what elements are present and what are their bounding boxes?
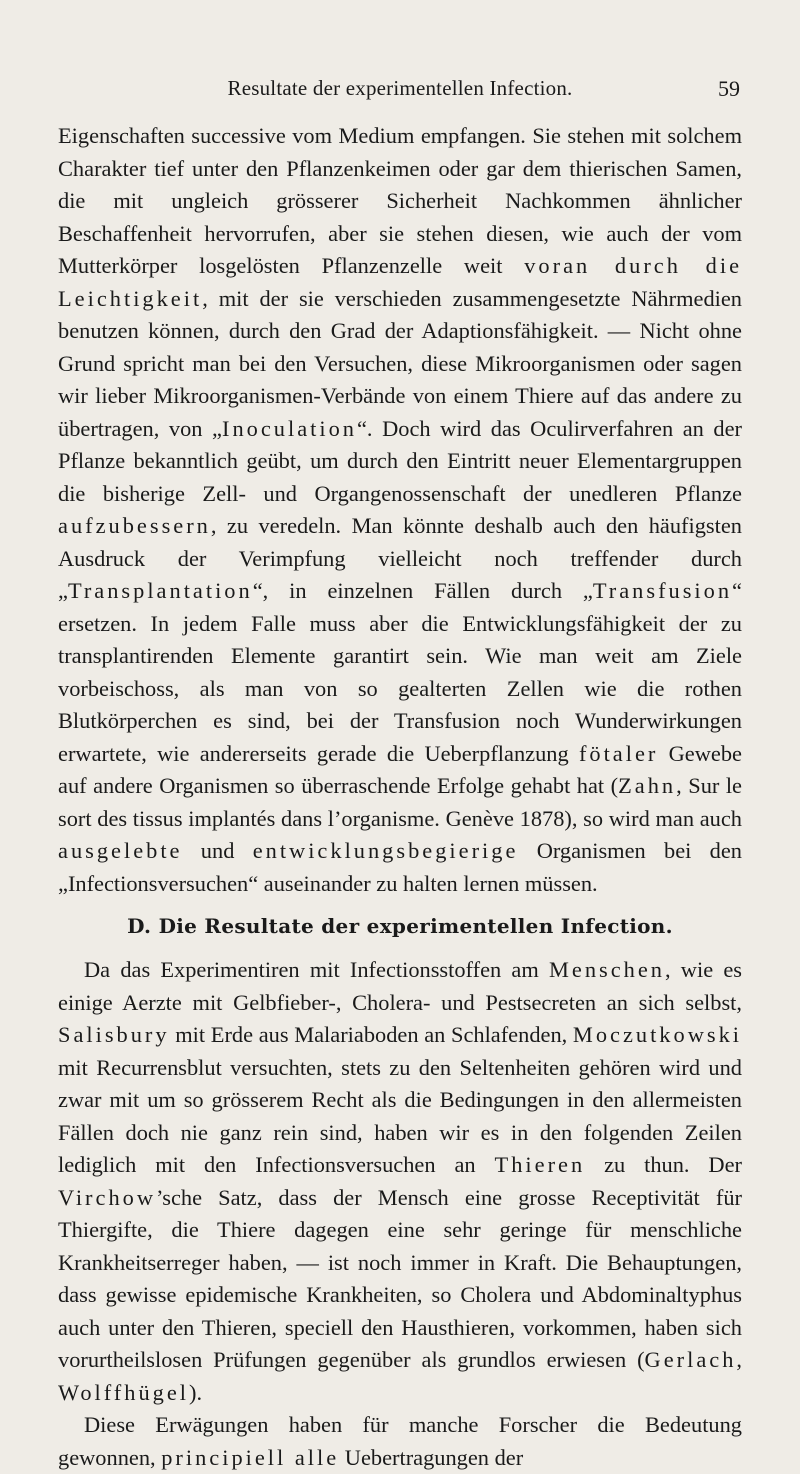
running-title: Resultate der experimentellen Infection. <box>227 76 573 100</box>
spaced-emphasis: Transplantation <box>67 578 253 603</box>
text-run: “, in einzelnen Fällen durch „ <box>252 578 593 603</box>
spaced-emphasis: Wolffhügel <box>58 1379 190 1405</box>
paragraph-1 <box>58 120 742 900</box>
spaced-emphasis: Moczutkowski <box>572 1022 742 1047</box>
text-run: Diese Erwägungen haben für manche Forscher die Bedeutung gewonnen, <box>58 1412 742 1470</box>
text-run: , mit der sie verschieden zusammengesetzte Nährmedien benutzen können, durch den Grad der Adaptionsfähigkeit. — Nicht ohne Grund spricht man bei den Versuchen, diese Mikroorganismen oder sagen wir lieber Mikroorganismen-Verbände von einem Thiere auf das andere zu übertragen, von „ <box>58 285 742 441</box>
spaced-emphasis: Zahn <box>618 773 677 798</box>
paragraph-2 <box>58 954 742 1409</box>
text-run: , wie es einige Aerzte mit Gelbfieber-, Cholera- und Pestsecreten an sich selbst, <box>58 957 742 1015</box>
section-heading: D. Die Resultate der experimentellen Infection. <box>127 914 673 938</box>
running-head <box>58 76 742 110</box>
spaced-emphasis: Gerlach <box>644 1347 737 1372</box>
text-run: Organismen bei den „Infectionsversuchen“ auseinander zu halten lernen müssen. <box>58 838 743 896</box>
spaced-emphasis: ausgelebte <box>58 838 183 863</box>
text-run: zu thun. Der <box>585 1152 742 1177</box>
text-run: , <box>736 1347 742 1372</box>
spaced-emphasis: entwicklungsbegierige <box>252 838 519 863</box>
spaced-emphasis: Transfusion <box>592 578 733 603</box>
spaced-emphasis: fötaler <box>578 740 659 766</box>
text-run: Eigenschaften successive vom Medium empfangen. Sie stehen mit solchem Charakter tief unter den Pflanzenkeimen oder gar dem thierischen Samen, die mit ungleich grösserer Sicherheit Nachkommen ähnlicher Beschaffenheit hervorrufen, aber sie stehen diesen, wie auch der vom Mutterkörper losgelösten Pflanzenzelle weit <box>58 123 742 278</box>
text-run: ’sche Satz, dass der Mensch eine grosse Receptivität für Thiergifte, die Thiere dagegen eine sehr geringe für menschliche Krankheitserreger haben, — ist noch immer in Kraft. Die Behauptungen, dass gewisse epidemische Krankheiten, so Cholera und Abdominaltyphus auch unter den Thieren, speciell den Hausthieren, vorkommen, haben sich vorurtheilslosen Prüfungen gegenüber als grundlos erwiesen ( <box>58 1184 742 1372</box>
spaced-emphasis: principiell alle <box>161 1444 340 1470</box>
spaced-emphasis: aufzubessern <box>58 513 211 538</box>
spaced-emphasis: voran durch die Leichtigkeit <box>58 253 743 311</box>
text-run: ). <box>189 1379 203 1405</box>
spaced-emphasis: Salisbury <box>58 1022 170 1047</box>
text-run: Gewebe auf andere Organismen so überraschende Erfolge gehabt hat ( <box>58 740 742 798</box>
text-run: mit Erde aus Malariaboden an Schlafenden, <box>169 1022 573 1047</box>
text-run: “ ersetzen. In jedem Falle muss aber die Entwicklungsfähigkeit der zu transplantirenden Elemente garantirt sein. Wie man weit am Ziele vorbeischoss, als man von so gealterten Zellen wie die rothen Blutkörperchen es sind, bei der Transfusion noch Wunderwirkungen erwartete, wie andererseits gerade die Ueberpflanzung <box>58 578 742 766</box>
spaced-emphasis: Inoculation <box>222 415 357 441</box>
body-text <box>58 120 742 1474</box>
text-run: mit Recurrensblut versuchten, stets zu den Seltenheiten gehören wird und zwar mit um so grösserem Recht als die Bedingungen in den allermeisten Fällen doch nie ganz rein sind, haben wir es in den folgenden Zeilen lediglich mit den Infectionsversuchen an <box>58 1054 742 1177</box>
paragraph-3 <box>58 1409 742 1474</box>
text-run: , zu veredeln. Man könnte deshalb auch den häufigsten Ausdruck der Verimpfung vielleicht noch treffender durch „ <box>58 513 742 603</box>
text-run: und <box>182 838 253 863</box>
spaced-emphasis: Thieren <box>494 1152 586 1177</box>
text-run: Uebertragungen der <box>339 1444 524 1470</box>
spaced-emphasis: Menschen <box>548 957 665 982</box>
text-run: , Sur le sort des tissus implantés dans l’organisme. Genève 1878), so wird man auch <box>58 773 742 831</box>
text-run: Da das Experimentiren mit Infectionsstoffen am <box>84 957 549 982</box>
spaced-emphasis: Virchow <box>58 1184 157 1210</box>
text-run: “. Doch wird das Oculirverfahren an der Pflanze bekanntlich geübt, um durch den Eintritt neuer Elementargruppen die bisherige Zell- und Organgenossenschaft der unedleren Pflanze <box>58 415 743 506</box>
page-number: 59 <box>718 76 740 101</box>
